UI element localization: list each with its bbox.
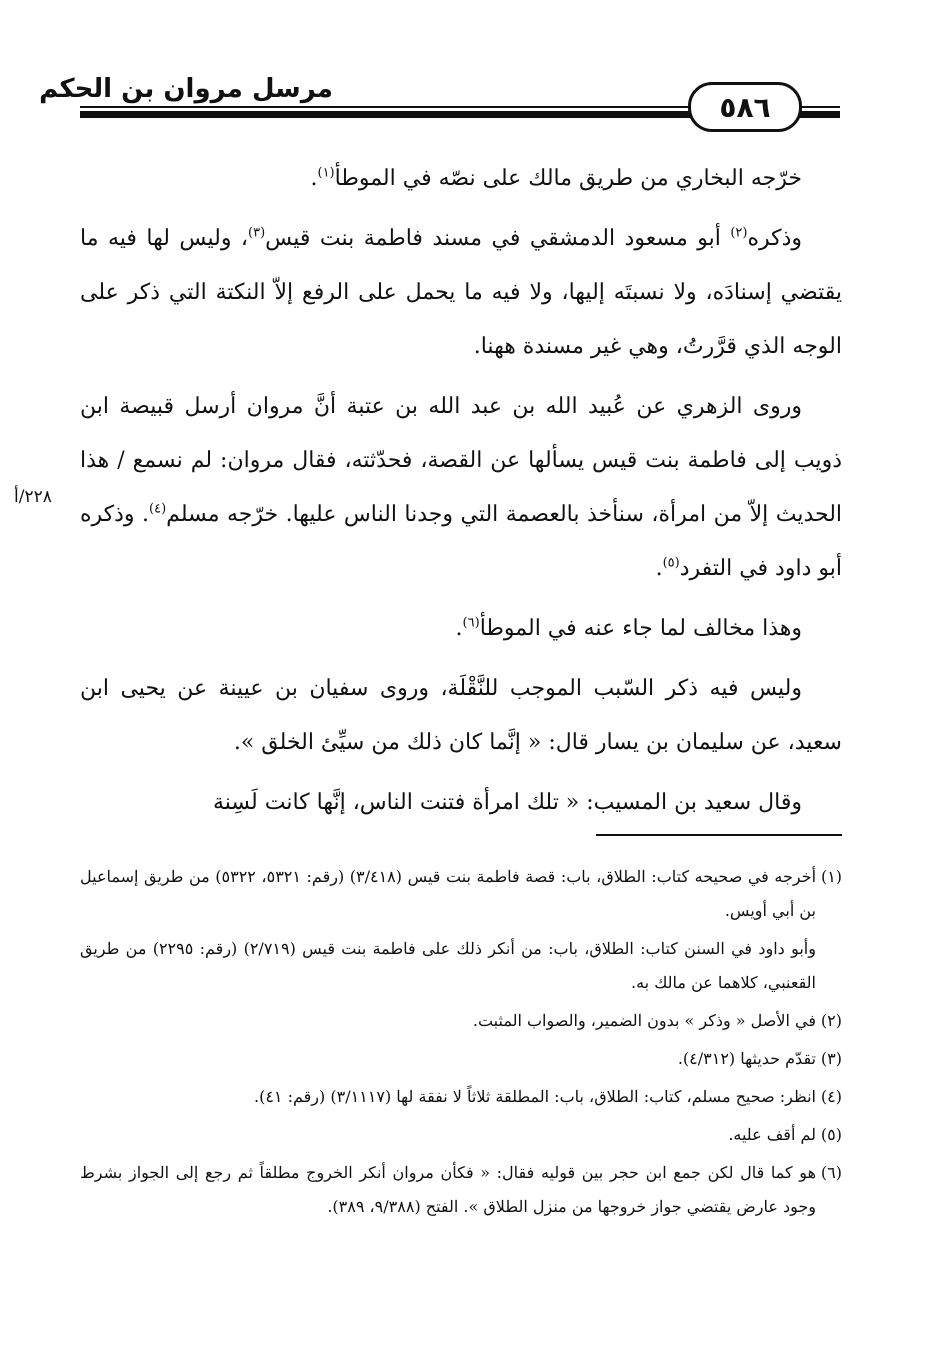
main-text bbox=[80, 152, 842, 836]
footnote: (٤)انظر: صحيح مسلم، كتاب: الطلاق، باب: المطلقة ثلاثاً لا نفقة لها (٣/١١١٧) (رقم: ٤١). bbox=[254, 1087, 842, 1106]
paragraph: خرّجه البخاري من طريق مالك على نصّه في الموطأ$^{(١)}$. bbox=[310, 165, 802, 191]
footnote: (٥)لم أقف عليه. bbox=[728, 1125, 842, 1144]
paragraph: وهذا مخالف لما جاء عنه في الموطأ$^{(٦)}$. bbox=[455, 615, 802, 641]
footnote-ref[interactable]: (٤) bbox=[149, 501, 167, 517]
page-header bbox=[0, 0, 945, 150]
paragraph: وليس فيه ذكر السّبب الموجب للنَّقْلَة، وروى سفيان بن عيينة عن يحيى ابن سعيد، عن سليمان بن يسار قال: « إنَّما كان ذلك من سيِّئ الخلق ». bbox=[80, 676, 842, 755]
paragraph: وروى الزهري عن عُبيد الله بن عبد الله بن عتبة أنَّ مروان أرسل قبيصة ابن ذويب إلى فاطمة بنت قيس يسألها عن القصة، فحدّثته، فقال مروان: لم نسمع / هذا الحديث إلاّ من امرأة، سنأخذ بالعصمة التي وجدنا الناس عليها. خرّجه مسلم$^{(٤)}$. وذكره أبو داود في التفرد$^{(٥)}$. bbox=[80, 394, 843, 581]
footnotes bbox=[80, 860, 842, 1228]
paragraph: وقال سعيد بن المسيب: « تلك امرأة فتنت الناس، إنَّها كانت لَسِنة bbox=[212, 790, 802, 815]
footnote-ref[interactable]: (١) bbox=[317, 165, 335, 181]
footnote: وأبو داود في السنن كتاب: الطلاق، باب: من أنكر ذلك على فاطمة بنت قيس (٢/٧١٩) (رقم: ٢٢٩٥) من طريق القعنبي، كلاهما عن مالك به. bbox=[80, 939, 816, 992]
footnote-separator bbox=[596, 834, 842, 836]
footnote-ref[interactable]: (٥) bbox=[662, 555, 680, 571]
running-title: مرسل مروان بن الحكم bbox=[39, 74, 333, 104]
footnote: (٣)تقدّم حديثها (٤/٣١٢). bbox=[677, 1049, 842, 1068]
footnote-ref[interactable]: (٣) bbox=[248, 225, 266, 241]
footnote-ref[interactable]: (٦) bbox=[462, 615, 480, 631]
page-number: ٥٨٦ bbox=[719, 90, 771, 124]
footnote: (٢)في الأصل « وذكر » بدون الضمير، والصواب المثبت. bbox=[472, 1011, 842, 1030]
footnote-ref[interactable]: (٢) bbox=[730, 225, 748, 241]
footnote: (١)أخرجه في صحيحه كتاب: الطلاق، باب: قصة فاطمة بنت قيس (٣/٤١٨) (رقم: ٥٣٢١، ٥٣٢٢) من طريق إسماعيل بن أبي أويس. bbox=[80, 867, 843, 920]
page-number-frame bbox=[688, 82, 802, 132]
footnote: (٦)هو كما قال لكن جمع ابن حجر بين قوليه فقال: « فكأن مروان أنكر الخروج مطلقاً ثم رجع إلى الجواز بشرط وجود عارض يقتضي جواز خروجها من منزل الطلاق ». الفتح (٩/٣٨٨، ٣٨٩). bbox=[80, 1163, 843, 1216]
manuscript-folio-note: ٢٢٨/أ bbox=[14, 487, 52, 507]
paragraph: وذكره$^{(٢)}$ أبو مسعود الدمشقي في مسند فاطمة بنت قيس$^{(٣)}$، وليس لها فيه ما يقتضي إسنادَه، ولا نسبتَه إليها، ولا فيه ما يحمل على الرفع إلاّ النكتة التي ذكر على الوجه الذي قرَّرتُ، وهي غير مسندة ههنا. bbox=[80, 225, 842, 359]
